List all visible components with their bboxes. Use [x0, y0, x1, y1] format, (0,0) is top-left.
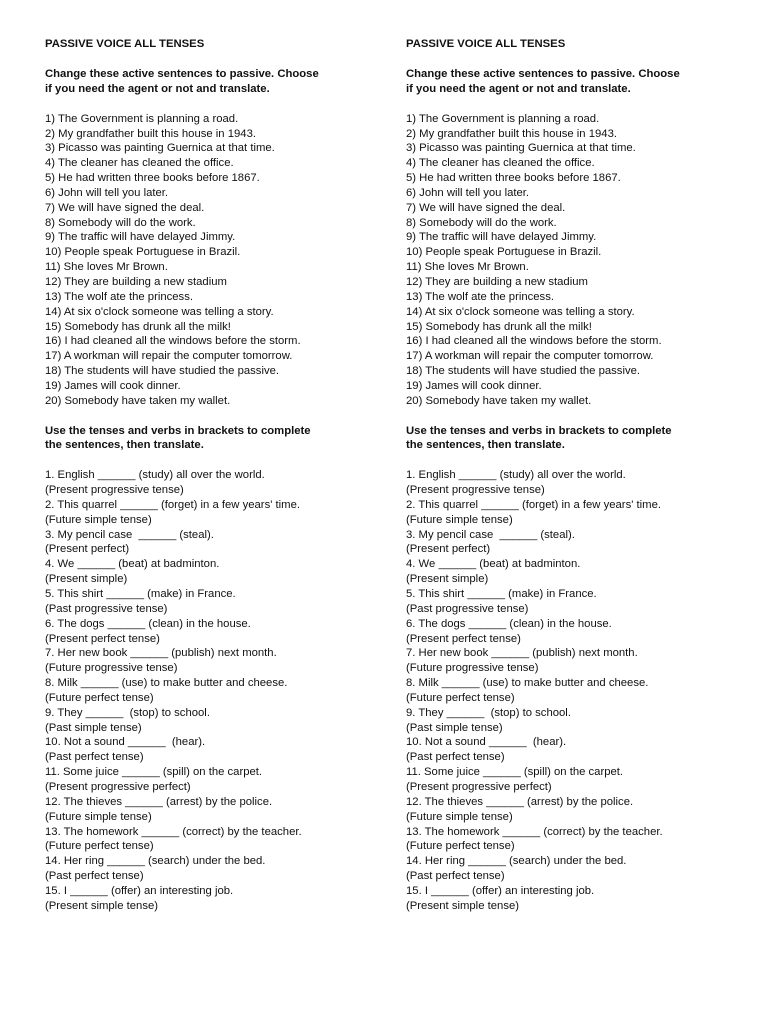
fill-in-tense: (Present perfect)	[406, 543, 491, 556]
instruction-line: the sentences, then translate.	[45, 439, 204, 452]
fill-in-tense: (Present progressive perfect)	[406, 780, 552, 793]
fill-in-item	[406, 735, 746, 765]
fill-in-item	[406, 825, 746, 855]
fill-in-item	[406, 557, 746, 587]
sentence-item: 9) The traffic will have delayed Jimmy.	[45, 231, 236, 244]
fill-in-sentence: 7. Her new book ______ (publish) next month.	[406, 647, 638, 660]
fill-in-item	[45, 765, 385, 795]
fill-in-item	[45, 854, 385, 884]
sentence-item: 2) My grandfather built this house in 1943.	[406, 127, 618, 140]
fill-in-tense: (Past perfect tense)	[45, 870, 144, 883]
sentence-item: 17) A workman will repair the computer tomorrow.	[45, 350, 293, 363]
fill-in-tense: (Present progressive tense)	[406, 484, 545, 497]
fill-in-tense: (Present simple)	[406, 573, 489, 586]
sentence-item: 17) A workman will repair the computer tomorrow.	[406, 350, 654, 363]
fill-in-tense: (Future simple tense)	[406, 513, 513, 526]
fill-in-sentence: 4. We ______ (beat) at badminton.	[406, 558, 581, 571]
fill-in-tense: (Present progressive perfect)	[45, 780, 191, 793]
instruction-line: Use the tenses and verbs in brackets to complete	[406, 424, 672, 437]
fill-in-sentence: 15. I ______ (offer) an interesting job.	[406, 884, 595, 897]
sentence-item: 6) John will tell you later.	[45, 186, 169, 199]
fill-in-item	[45, 587, 385, 617]
fill-in-item	[406, 706, 746, 736]
fill-in-tense: (Past simple tense)	[45, 721, 142, 734]
fill-in-item	[45, 706, 385, 736]
sentence-item: 8) Somebody will do the work.	[406, 216, 557, 229]
sentence-item: 14) At six o'clock someone was telling a story.	[45, 305, 274, 318]
sentence-item: 4) The cleaner has cleaned the office.	[406, 157, 595, 170]
fill-in-tense: (Future perfect tense)	[406, 691, 515, 704]
fill-in-tense: (Present progressive tense)	[45, 484, 184, 497]
fill-in-list	[406, 468, 746, 913]
fill-in-item	[45, 795, 385, 825]
fill-in-tense: (Past perfect tense)	[406, 751, 505, 764]
fill-in-sentence: 2. This quarrel ______ (forget) in a few years' time.	[406, 498, 661, 511]
fill-in-sentence: 10. Not a sound ______ (hear).	[406, 736, 567, 749]
fill-in-sentence: 15. I ______ (offer) an interesting job.	[45, 884, 234, 897]
fill-in-item	[406, 587, 746, 617]
fill-in-item	[45, 468, 385, 498]
fill-in-tense: (Present perfect tense)	[406, 632, 521, 645]
fill-in-tense: (Future simple tense)	[406, 810, 513, 823]
sentence-item: 10) People speak Portuguese in Brazil.	[45, 246, 241, 259]
fill-in-item	[45, 825, 385, 855]
fill-in-sentence: 11. Some juice ______ (spill) on the carpet.	[45, 766, 263, 779]
fill-in-item	[406, 765, 746, 795]
sentence-item: 14) At six o'clock someone was telling a story.	[406, 305, 635, 318]
instruction-line: the sentences, then translate.	[406, 439, 565, 452]
fill-in-item	[45, 676, 385, 706]
fill-in-item	[45, 735, 385, 765]
worksheet-column-left	[45, 37, 385, 914]
section1-instructions	[406, 67, 746, 97]
sentence-item: 1) The Government is planning a road.	[406, 112, 600, 125]
fill-in-item	[406, 884, 746, 914]
instruction-line: Change these active sentences to passive. Choose	[406, 68, 680, 80]
fill-in-sentence: 1. English ______ (study) all over the world.	[45, 469, 265, 482]
sentence-item: 7) We will have signed the deal.	[406, 201, 566, 214]
sentence-item: 18) The students will have studied the passive.	[45, 365, 280, 378]
active-sentences-list	[406, 112, 746, 409]
fill-in-tense: (Present perfect tense)	[45, 632, 160, 645]
fill-in-tense: (Present perfect)	[45, 543, 130, 556]
fill-in-sentence: 3. My pencil case ______ (steal).	[406, 528, 575, 541]
fill-in-sentence: 6. The dogs ______ (clean) in the house.	[45, 617, 251, 630]
sentence-item: 19) James will cook dinner.	[45, 379, 181, 392]
fill-in-item	[406, 528, 746, 558]
fill-in-item	[406, 498, 746, 528]
sentence-item: 15) Somebody has drunk all the milk!	[406, 320, 592, 333]
fill-in-tense: (Past perfect tense)	[406, 870, 505, 883]
instruction-line: if you need the agent or not and translate.	[45, 82, 270, 95]
sentence-item: 20) Somebody have taken my wallet.	[45, 394, 231, 407]
sentence-item: 7) We will have signed the deal.	[45, 201, 205, 214]
fill-in-tense: (Future perfect tense)	[45, 840, 154, 853]
sentence-item: 2) My grandfather built this house in 1943.	[45, 127, 257, 140]
fill-in-tense: (Future simple tense)	[45, 810, 152, 823]
section2-instructions	[406, 424, 746, 454]
fill-in-tense: (Present simple tense)	[406, 899, 520, 912]
worksheet-title: PASSIVE VOICE ALL TENSES	[406, 38, 566, 50]
section1-instructions	[45, 67, 385, 97]
sentence-item: 11) She loves Mr Brown.	[406, 261, 529, 274]
fill-in-sentence: 12. The thieves ______ (arrest) by the police.	[45, 795, 273, 808]
sentence-item: 11) She loves Mr Brown.	[45, 261, 168, 274]
active-sentences-list	[45, 112, 385, 409]
sentence-item: 12) They are building a new stadium	[45, 275, 227, 288]
sentence-item: 9) The traffic will have delayed Jimmy.	[406, 231, 597, 244]
section2-instructions	[45, 424, 385, 454]
worksheet-title: PASSIVE VOICE ALL TENSES	[45, 38, 205, 50]
sentence-item: 12) They are building a new stadium	[406, 275, 588, 288]
sentence-item: 16) I had cleaned all the windows before the storm.	[406, 335, 662, 348]
fill-in-tense: (Future perfect tense)	[45, 691, 154, 704]
fill-in-sentence: 8. Milk ______ (use) to make butter and cheese.	[406, 677, 649, 690]
instruction-line: if you need the agent or not and translate.	[406, 82, 631, 95]
sentence-item: 15) Somebody has drunk all the milk!	[45, 320, 231, 333]
sentence-item: 3) Picasso was painting Guernica at that time.	[45, 142, 275, 155]
fill-in-sentence: 14. Her ring ______ (search) under the bed.	[45, 855, 266, 868]
sentence-item: 20) Somebody have taken my wallet.	[406, 394, 592, 407]
sentence-item: 18) The students will have studied the passive.	[406, 365, 641, 378]
fill-in-sentence: 9. They ______ (stop) to school.	[406, 706, 571, 719]
sentence-item: 16) I had cleaned all the windows before the storm.	[45, 335, 301, 348]
fill-in-sentence: 11. Some juice ______ (spill) on the carpet.	[406, 766, 624, 779]
fill-in-item	[45, 528, 385, 558]
fill-in-sentence: 9. They ______ (stop) to school.	[45, 706, 210, 719]
sentence-item: 3) Picasso was painting Guernica at that time.	[406, 142, 636, 155]
fill-in-item	[406, 468, 746, 498]
fill-in-list	[45, 468, 385, 913]
fill-in-sentence: 7. Her new book ______ (publish) next month.	[45, 647, 277, 660]
fill-in-item	[45, 557, 385, 587]
fill-in-sentence: 14. Her ring ______ (search) under the bed.	[406, 855, 627, 868]
fill-in-sentence: 13. The homework ______ (correct) by the teacher.	[406, 825, 663, 838]
fill-in-tense: (Future simple tense)	[45, 513, 152, 526]
fill-in-tense: (Past simple tense)	[406, 721, 503, 734]
instruction-line: Change these active sentences to passive. Choose	[45, 68, 319, 80]
fill-in-tense: (Future progressive tense)	[406, 662, 539, 675]
sentence-item: 13) The wolf ate the princess.	[406, 290, 554, 303]
fill-in-item	[45, 884, 385, 914]
fill-in-item	[45, 646, 385, 676]
fill-in-item	[406, 795, 746, 825]
fill-in-sentence: 2. This quarrel ______ (forget) in a few years' time.	[45, 498, 300, 511]
sentence-item: 5) He had written three books before 1867.	[45, 172, 260, 185]
fill-in-tense: (Past perfect tense)	[45, 751, 144, 764]
fill-in-sentence: 1. English ______ (study) all over the world.	[406, 469, 626, 482]
fill-in-item	[45, 498, 385, 528]
fill-in-tense: (Future perfect tense)	[406, 840, 515, 853]
sentence-item: 4) The cleaner has cleaned the office.	[45, 157, 234, 170]
sentence-item: 6) John will tell you later.	[406, 186, 530, 199]
sentence-item: 5) He had written three books before 1867.	[406, 172, 621, 185]
fill-in-item	[45, 617, 385, 647]
instruction-line: Use the tenses and verbs in brackets to complete	[45, 424, 311, 437]
fill-in-item	[406, 676, 746, 706]
fill-in-sentence: 10. Not a sound ______ (hear).	[45, 736, 206, 749]
fill-in-sentence: 6. The dogs ______ (clean) in the house.	[406, 617, 612, 630]
fill-in-sentence: 13. The homework ______ (correct) by the teacher.	[45, 825, 302, 838]
fill-in-tense: (Past progressive tense)	[406, 602, 529, 615]
fill-in-sentence: 3. My pencil case ______ (steal).	[45, 528, 214, 541]
fill-in-tense: (Future progressive tense)	[45, 662, 178, 675]
fill-in-sentence: 5. This shirt ______ (make) in France.	[406, 588, 597, 600]
fill-in-sentence: 12. The thieves ______ (arrest) by the police.	[406, 795, 634, 808]
fill-in-tense: (Present simple tense)	[45, 899, 159, 912]
fill-in-sentence: 5. This shirt ______ (make) in France.	[45, 588, 236, 600]
sentence-item: 13) The wolf ate the princess.	[45, 290, 193, 303]
sentence-item: 19) James will cook dinner.	[406, 379, 542, 392]
sentence-item: 10) People speak Portuguese in Brazil.	[406, 246, 602, 259]
fill-in-item	[406, 646, 746, 676]
sentence-item: 8) Somebody will do the work.	[45, 216, 196, 229]
worksheet-column-right	[406, 37, 746, 914]
fill-in-sentence: 8. Milk ______ (use) to make butter and cheese.	[45, 677, 288, 690]
sentence-item: 1) The Government is planning a road.	[45, 112, 239, 125]
fill-in-item	[406, 617, 746, 647]
fill-in-item	[406, 854, 746, 884]
fill-in-tense: (Present simple)	[45, 573, 128, 586]
fill-in-sentence: 4. We ______ (beat) at badminton.	[45, 558, 220, 571]
fill-in-tense: (Past progressive tense)	[45, 602, 168, 615]
